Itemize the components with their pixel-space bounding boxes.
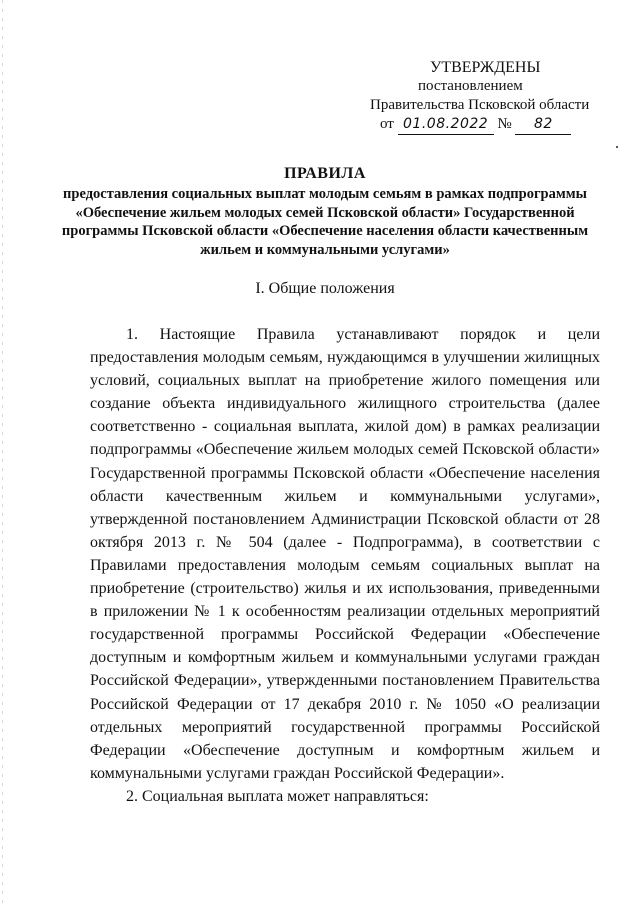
scan-dot-artifact [616,146,618,148]
approval-title: УТВЕРЖДЕНЫ [430,59,541,76]
approval-stamp-block [360,58,600,135]
document-body [90,323,600,808]
approval-date-handwritten: 01.08.2022 [398,115,494,135]
approval-number-label: № [497,116,512,132]
document-subtitle: предоставления социальных выплат молодым семьям в рамках подпрограммы «Обеспечение жильем молодых семей Псковской области» Государственной программы Псковской области «Обеспечение населения области качественным жильем и коммунальными услугами» [61,186,589,258]
approval-date-number-line [360,115,600,135]
section-heading: I. Общие положения [255,280,395,297]
approval-from-label: от [380,116,394,132]
document-title: ПРАВИЛА [284,165,366,182]
document-title-block [40,163,610,259]
paragraph-1: 1. Настоящие Правила устанавливают порядок и цели предоставления молодым семьям, нуждающимся в улучшении жилищных условий, социальных выплат на приобретение жилого помещения или создание объекта индивидуального жилищного строительства (далее соответственно - социальная выплата, жилой дом) в рамках реализации подпрограммы «Обеспечение жильем молодых семей Псковской области» Государственной программы Псковской области «Обеспечение населения области качественным жильем и коммунальными услугами», утвержденной постановлением Администрации Псковской области от 28 октября 2013 г. № 504 (далее - Подпрограмма), в соответствии с Правилами предоставления молодым семьям социальных выплат на приобретение (строительство) жилья и их использования, приведенными в приложении № 1 к особенностям реализации отдельных мероприятий государственной программы Российской Федерации «Обеспечение доступным и комфортным жильем и коммунальными услугами граждан Российской Федерации», утвержденными постановлением Правительства Российской Федерации от 17 декабря 2010 г. № 1050 «О реализации отдельных мероприятий государственной программы Российской Федерации «Обеспечение доступным и комфортным жильем и коммунальными услугами граждан Российской Федерации». [90,326,600,782]
approval-line-government: Правительства Псковской области [370,97,590,113]
scan-edge-artifact [2,0,3,905]
approval-line-decree: постановлением [418,78,523,94]
paragraph-2: 2. Социальная выплата может направляться: [126,787,429,805]
approval-number-handwritten: 82 [515,115,571,135]
